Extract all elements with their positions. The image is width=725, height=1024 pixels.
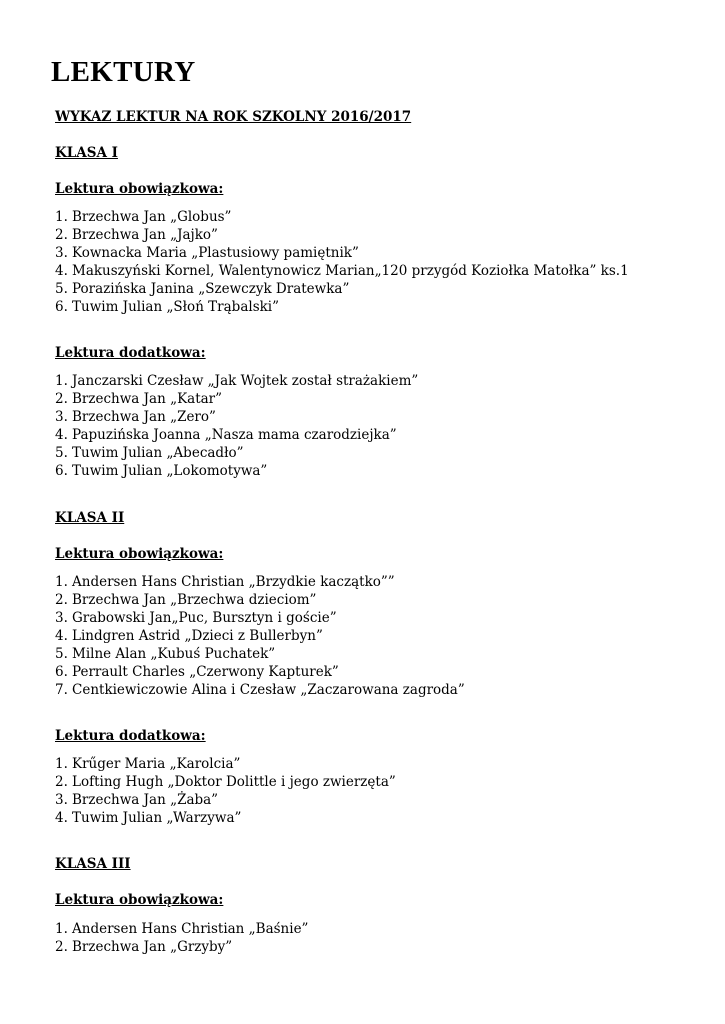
list-item-text: Tuwim Julian „Lokomotywa” — [72, 463, 268, 479]
klasa-1-dodatkowa-item — [55, 408, 418, 426]
list-item-number: 3. — [55, 409, 68, 425]
klasa-2-obowiazkowa-item — [55, 609, 465, 627]
klasa-2-obowiazkowa-item — [55, 627, 465, 645]
list-item-number: 6. — [55, 299, 68, 315]
klasa-2-obowiazkowa-list — [55, 573, 465, 699]
list-item-text: Lindgren Astrid „Dzieci z Bullerbyn” — [72, 628, 323, 644]
list-item-number: 3. — [55, 245, 68, 261]
list-item-text: Makuszyński Kornel, Walentynowicz Marian„120 przygód Koziołka Matołka” ks.1 — [72, 263, 629, 279]
list-item-number: 6. — [55, 664, 68, 680]
list-item-text: Papuzińska Joanna „Nasza mama czarodziejka” — [72, 427, 397, 443]
list-item-text: Porazińska Janina „Szewczyk Dratewka” — [72, 281, 350, 297]
klasa-3-heading: KLASA III — [55, 856, 131, 872]
klasa-2-dodatkowa-item — [55, 809, 396, 827]
klasa-2-dodatkowa-item — [55, 791, 396, 809]
list-item-number: 5. — [55, 445, 68, 461]
list-item-text: Brzechwa Jan „Brzechwa dzieciom” — [72, 592, 317, 608]
klasa-3-obowiazkowa-item — [55, 938, 308, 956]
klasa-1-obowiazkowa-item — [55, 244, 629, 262]
list-item-number: 1. — [55, 373, 68, 389]
list-item-text: Tuwim Julian „Abecadło” — [72, 445, 244, 461]
klasa-1-obowiazkowa-item — [55, 298, 629, 316]
list-item-number: 7. — [55, 682, 68, 698]
list-item-text: Grabowski Jan„Puc, Bursztyn i goście” — [72, 610, 337, 626]
list-item-text: Milne Alan „Kubuś Puchatek” — [72, 646, 276, 662]
klasa-2-obowiazkowa-item — [55, 573, 465, 591]
klasa-1-dodatkowa-item — [55, 426, 418, 444]
klasa-1-dodatkowa-item — [55, 462, 418, 480]
list-item-number: 3. — [55, 610, 68, 626]
list-item-text: Brzechwa Jan „Zero” — [72, 409, 216, 425]
klasa-2-obowiazkowa-heading: Lektura obowiązkowa: — [55, 546, 224, 562]
klasa-2-dodatkowa-item — [55, 773, 396, 791]
klasa-1-obowiazkowa-item — [55, 208, 629, 226]
list-item-number: 2. — [55, 939, 68, 955]
klasa-2-dodatkowa-list — [55, 755, 396, 827]
list-item-number: 2. — [55, 227, 68, 243]
klasa-1-dodatkowa-list — [55, 372, 418, 480]
klasa-2-obowiazkowa-item — [55, 645, 465, 663]
klasa-2-obowiazkowa-item — [55, 663, 465, 681]
list-item-text: Lofting Hugh „Doktor Dolittle i jego zwierzęta” — [72, 774, 396, 790]
klasa-1-obowiazkowa-heading: Lektura obowiązkowa: — [55, 181, 224, 197]
list-item-text: Andersen Hans Christian „Baśnie” — [72, 921, 309, 937]
klasa-1-dodatkowa-item — [55, 444, 418, 462]
klasa-1-heading: KLASA I — [55, 145, 118, 161]
list-item-number: 4. — [55, 427, 68, 443]
list-item-text: Krűger Maria „Karolcia” — [72, 756, 241, 772]
list-item-number: 1. — [55, 921, 68, 937]
klasa-3-obowiazkowa-heading: Lektura obowiązkowa: — [55, 892, 224, 908]
list-item-number: 5. — [55, 646, 68, 662]
list-item-text: Centkiewiczowie Alina i Czesław „Zaczarowana zagroda” — [72, 682, 465, 698]
list-item-text: Brzechwa Jan „Żaba” — [72, 792, 219, 808]
list-item-text: Brzechwa Jan „Globus” — [72, 209, 232, 225]
klasa-2-obowiazkowa-item — [55, 681, 465, 699]
klasa-1-obowiazkowa-list — [55, 208, 629, 316]
list-item-number: 6. — [55, 463, 68, 479]
list-item-number: 1. — [55, 574, 68, 590]
list-item-number: 3. — [55, 792, 68, 808]
document-subtitle: WYKAZ LEKTUR NA ROK SZKOLNY 2016/2017 — [55, 109, 412, 125]
list-item-number: 4. — [55, 810, 68, 826]
list-item-number: 2. — [55, 774, 68, 790]
list-item-number: 5. — [55, 281, 68, 297]
list-item-text: Brzechwa Jan „Katar” — [72, 391, 223, 407]
list-item-number: 2. — [55, 391, 68, 407]
list-item-text: Andersen Hans Christian „Brzydkie kaczątko”” — [72, 574, 395, 590]
klasa-1-obowiazkowa-item — [55, 280, 629, 298]
list-item-text: Brzechwa Jan „Grzyby” — [72, 939, 233, 955]
list-item-text: Brzechwa Jan „Jajko” — [72, 227, 218, 243]
klasa-2-obowiazkowa-item — [55, 591, 465, 609]
list-item-text: Perrault Charles „Czerwony Kapturek” — [72, 664, 339, 680]
list-item-text: Tuwim Julian „Warzywa” — [72, 810, 242, 826]
klasa-2-dodatkowa-heading: Lektura dodatkowa: — [55, 728, 206, 744]
list-item-text: Tuwim Julian „Słoń Trąbalski” — [72, 299, 280, 315]
klasa-1-obowiazkowa-item — [55, 226, 629, 244]
list-item-number: 4. — [55, 628, 68, 644]
list-item-number: 1. — [55, 756, 68, 772]
klasa-1-dodatkowa-heading: Lektura dodatkowa: — [55, 345, 206, 361]
klasa-3-obowiazkowa-list — [55, 920, 308, 956]
klasa-3-obowiazkowa-item — [55, 920, 308, 938]
list-item-number: 4. — [55, 263, 68, 279]
klasa-1-obowiazkowa-item — [55, 262, 629, 280]
page-title: LEKTURY — [51, 56, 196, 88]
list-item-number: 2. — [55, 592, 68, 608]
klasa-2-heading: KLASA II — [55, 510, 125, 526]
klasa-1-dodatkowa-item — [55, 372, 418, 390]
klasa-1-dodatkowa-item — [55, 390, 418, 408]
list-item-number: 1. — [55, 209, 68, 225]
list-item-text: Kownacka Maria „Plastusiowy pamiętnik” — [72, 245, 359, 261]
klasa-2-dodatkowa-item — [55, 755, 396, 773]
list-item-text: Janczarski Czesław „Jak Wojtek został strażakiem” — [72, 373, 419, 389]
